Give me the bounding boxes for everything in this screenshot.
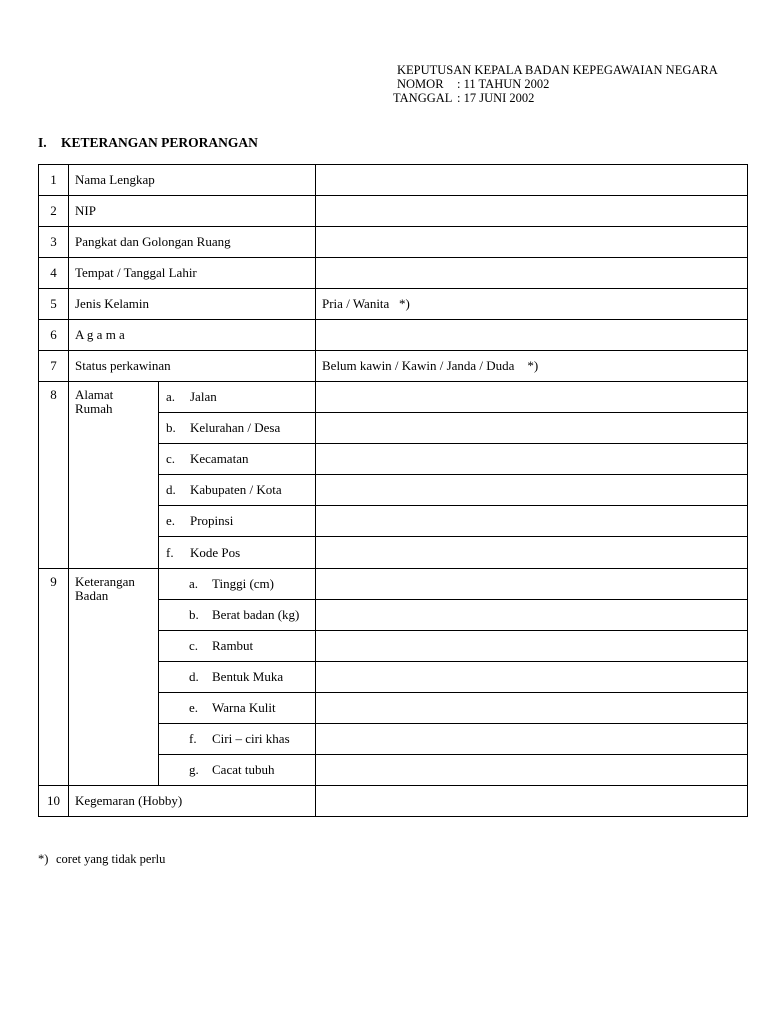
row-number: 10 xyxy=(39,786,69,817)
row-label-ttl: Tempat / Tanggal Lahir xyxy=(69,258,316,289)
header-nomor xyxy=(393,77,718,91)
row-label-keterangan-badan xyxy=(69,569,159,786)
footnote-text: coret yang tidak perlu xyxy=(56,852,166,866)
sub-label xyxy=(159,506,316,537)
sub-text: Ciri – ciri khas xyxy=(212,731,290,746)
sub-letter: c. xyxy=(166,451,176,466)
row-label-nip: NIP xyxy=(69,196,316,227)
field-tinggi[interactable] xyxy=(316,569,748,600)
sub-letter: c. xyxy=(189,638,199,653)
sub-label xyxy=(159,475,316,506)
personal-info-table xyxy=(38,164,748,817)
header-nomor-label: NOMOR xyxy=(397,77,444,91)
field-status-perkawinan[interactable]: Belum kawin / Kawin / Janda / Duda *) xyxy=(316,351,748,382)
row-number: 3 xyxy=(39,227,69,258)
field-jenis-kelamin[interactable]: Pria / Wanita *) xyxy=(316,289,748,320)
row-number: 9 xyxy=(39,569,69,786)
field-berat-badan[interactable] xyxy=(316,600,748,631)
sub-text: Rambut xyxy=(212,638,254,653)
document-header xyxy=(393,63,718,105)
row-label-pangkat: Pangkat dan Golongan Ruang xyxy=(69,227,316,258)
sub-label xyxy=(159,382,316,413)
row-label-alamat-text: Alamat Rumah xyxy=(75,387,114,416)
sub-text: Propinsi xyxy=(190,513,234,528)
sub-letter: b. xyxy=(189,607,199,622)
field-alamat-kabupaten[interactable] xyxy=(316,475,748,506)
row-number: 8 xyxy=(39,382,69,569)
sub-text: Kelurahan / Desa xyxy=(190,420,281,435)
sub-text: Jalan xyxy=(190,389,217,404)
sub-label xyxy=(159,631,316,662)
sub-letter: e. xyxy=(166,513,176,528)
row-label-nama: Nama Lengkap xyxy=(69,165,316,196)
field-alamat-kode-pos[interactable] xyxy=(316,537,748,569)
sub-letter: e. xyxy=(189,700,199,715)
row-number: 7 xyxy=(39,351,69,382)
header-tanggal xyxy=(393,91,718,105)
header-decree-title: KEPUTUSAN KEPALA BADAN KEPEGAWAIAN NEGARA xyxy=(397,63,718,77)
field-alamat-kecamatan[interactable] xyxy=(316,444,748,475)
sub-letter: f. xyxy=(166,544,174,560)
table-row xyxy=(39,320,748,351)
sub-label xyxy=(159,600,316,631)
sub-label xyxy=(159,693,316,724)
table-row xyxy=(39,258,748,289)
field-warna-kulit[interactable] xyxy=(316,693,748,724)
field-alamat-jalan[interactable] xyxy=(316,382,748,413)
table-row xyxy=(39,351,748,382)
row-label-agama: A g a m a xyxy=(69,320,316,351)
sub-text: Kode Pos xyxy=(190,544,241,560)
footnote xyxy=(38,852,165,867)
sub-letter: a. xyxy=(189,576,199,591)
sub-letter: f. xyxy=(189,731,197,746)
field-nip[interactable] xyxy=(316,196,748,227)
section-title xyxy=(38,135,258,151)
row-number: 2 xyxy=(39,196,69,227)
field-kegemaran[interactable] xyxy=(316,786,748,817)
field-cacat-tubuh[interactable] xyxy=(316,755,748,786)
table-row xyxy=(39,196,748,227)
sub-label xyxy=(159,413,316,444)
sub-letter: b. xyxy=(166,420,176,435)
sub-label xyxy=(159,755,316,786)
sub-label xyxy=(159,724,316,755)
header-tanggal-value: : 17 JUNI 2002 xyxy=(457,91,535,105)
row-number: 6 xyxy=(39,320,69,351)
table-row xyxy=(39,289,748,320)
header-tanggal-label: TANGGAL xyxy=(393,91,453,105)
field-bentuk-muka[interactable] xyxy=(316,662,748,693)
sub-text: Tinggi (cm) xyxy=(212,576,274,591)
field-rambut[interactable] xyxy=(316,631,748,662)
row-label-alamat xyxy=(69,382,159,569)
sub-text: Warna Kulit xyxy=(212,700,276,715)
footnote-mark: *) xyxy=(38,852,49,866)
field-tempat-tanggal-lahir[interactable] xyxy=(316,258,748,289)
field-alamat-kelurahan[interactable] xyxy=(316,413,748,444)
sub-text: Bentuk Muka xyxy=(212,669,284,684)
sub-text: Kecamatan xyxy=(190,451,249,466)
sub-letter: d. xyxy=(189,669,199,684)
sub-label xyxy=(159,537,316,569)
row-label-status-perkawinan: Status perkawinan xyxy=(69,351,316,382)
sub-label xyxy=(159,444,316,475)
sub-label xyxy=(159,662,316,693)
section-title-text: KETERANGAN PERORANGAN xyxy=(61,135,258,150)
row-number: 5 xyxy=(39,289,69,320)
sub-text: Cacat tubuh xyxy=(212,762,275,777)
field-pangkat[interactable] xyxy=(316,227,748,258)
field-alamat-propinsi[interactable] xyxy=(316,506,748,537)
table-row xyxy=(39,382,748,413)
header-nomor-value: : 11 TAHUN 2002 xyxy=(457,77,550,91)
sub-letter: g. xyxy=(189,762,199,777)
row-label-keterangan-badan-text: Keterangan Badan xyxy=(75,574,135,603)
table-row xyxy=(39,569,748,600)
sub-text: Berat badan (kg) xyxy=(212,607,300,622)
sub-label xyxy=(159,569,316,600)
section-number: I. xyxy=(38,135,47,150)
field-agama[interactable] xyxy=(316,320,748,351)
row-label-jenis-kelamin: Jenis Kelamin xyxy=(69,289,316,320)
sub-letter: a. xyxy=(166,389,176,404)
sub-letter: d. xyxy=(166,482,176,497)
sub-text: Kabupaten / Kota xyxy=(190,482,282,497)
row-number: 1 xyxy=(39,165,69,196)
row-number: 4 xyxy=(39,258,69,289)
field-ciri-khas[interactable] xyxy=(316,724,748,755)
field-nama-lengkap[interactable] xyxy=(316,165,748,196)
row-label-kegemaran: Kegemaran (Hobby) xyxy=(69,786,316,817)
table-row xyxy=(39,165,748,196)
table-row xyxy=(39,786,748,817)
table-row xyxy=(39,227,748,258)
